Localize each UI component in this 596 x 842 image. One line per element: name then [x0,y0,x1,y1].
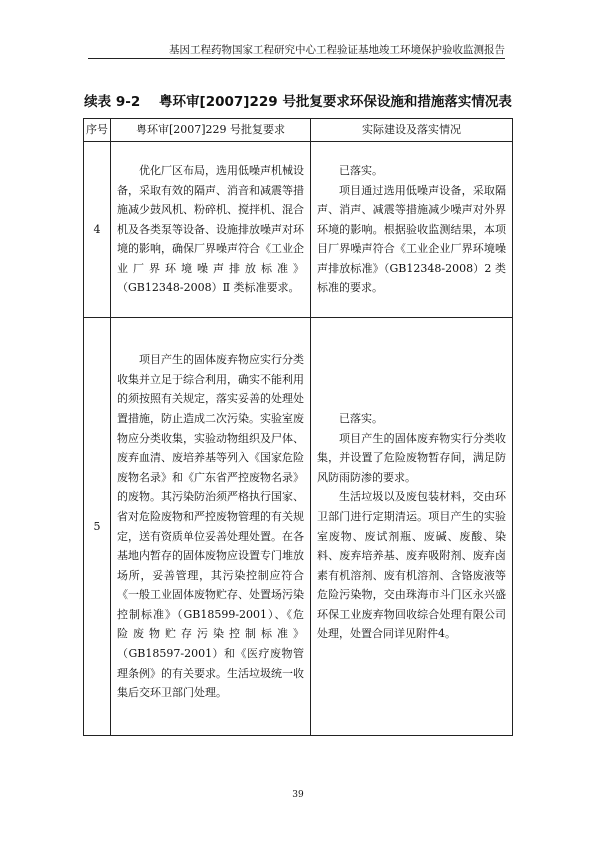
implementation-detail: 项目通过选用低噪声设备，采取隔声、消声、减震等措施减少噪声对外界环境的影响。根据验收监测结果，本项目厂界噪声符合《工业企业厂界环境噪声排放标准》（GB12348-2008）2 类标准的要求。 [317,183,506,295]
implementation-status: 已落实。 [339,411,383,425]
page-number: 39 [292,790,304,800]
running-header: 基因工程药物国家工程研究中心工程验证基地竣工环境保护验收监测报告 [169,44,505,56]
row-number: 4 [84,142,111,318]
table-row [84,142,513,318]
requirement-cell [111,142,311,318]
implementation-status: 已落实。 [339,163,383,177]
table-header-row [84,119,513,142]
implementation-table [83,118,513,736]
table-title: 续表 9-2 粤环审[2007]229 号批复要求环保设施和措施落实情况表 [84,94,512,110]
header-rule [88,58,505,59]
requirement-text: 项目产生的固体废弃物应实行分类收集并立足于综合利用，确实不能利用的须按照有关规定，落实妥善的处理处置措施，防止造成二次污染。实验室废物应分类收集，实验动物组织及尸体、废弃血清、废培养基等列入《国家危险废物名录》和《广东省严控废物名录》的废物。其污染防治须严格执行国家、省对危险废物和严控废物管理的有关规定，送有资质单位妥善处理处置。在各基地内暂存的固体废物应设置专门堆放场所，妥善管理，其污染控制应符合《一般工业固体废物贮存、处置场污染控制标准》（GB18599-2001）、《危险废物贮存污染控制标准》（GB18597-2001）和《医疗废物管理条例》的有关要求。生活垃圾统一收集后交环卫部门处理。 [117,353,304,700]
implementation-detail: 项目产生的固体废弃物实行分类收集，并设置了危险废物暂存间，满足防风防雨防渗的要求。 [317,431,506,484]
table-row [84,318,513,736]
row-number: 5 [84,318,111,736]
implementation-detail: 生活垃圾以及废包装材料，交由环卫部门进行定期清运。项目产生的实验室废物、废试剂瓶、废碱、废酸、染料、废弃培养基、废弃吸附剂、废弃卤素有机溶剂、废有机溶剂、含铬废液等危险污染物，交由珠海市斗门区永兴盛环保工业废弃物回收综合处理有限公司处理，处置合同详见附件4。 [317,490,506,641]
column-header-no: 序号 [84,119,111,142]
column-header-implementation: 实际建设及落实情况 [311,119,513,142]
requirement-cell [111,318,311,736]
implementation-cell [311,142,513,318]
requirement-text: 优化厂区布局，选用低噪声机械设备，采取有效的隔声、消音和减震等措施减少鼓风机、粉碎机、搅拌机、混合机及各类泵等设备、设施排放噪声对环境的影响，确保厂界噪声符合《工业企业厂界环境噪声排放标准》（GB12348-2008）Ⅱ 类标准要求。 [117,163,304,295]
implementation-cell [311,318,513,736]
column-header-requirement: 粤环审[2007]229 号批复要求 [111,119,311,142]
